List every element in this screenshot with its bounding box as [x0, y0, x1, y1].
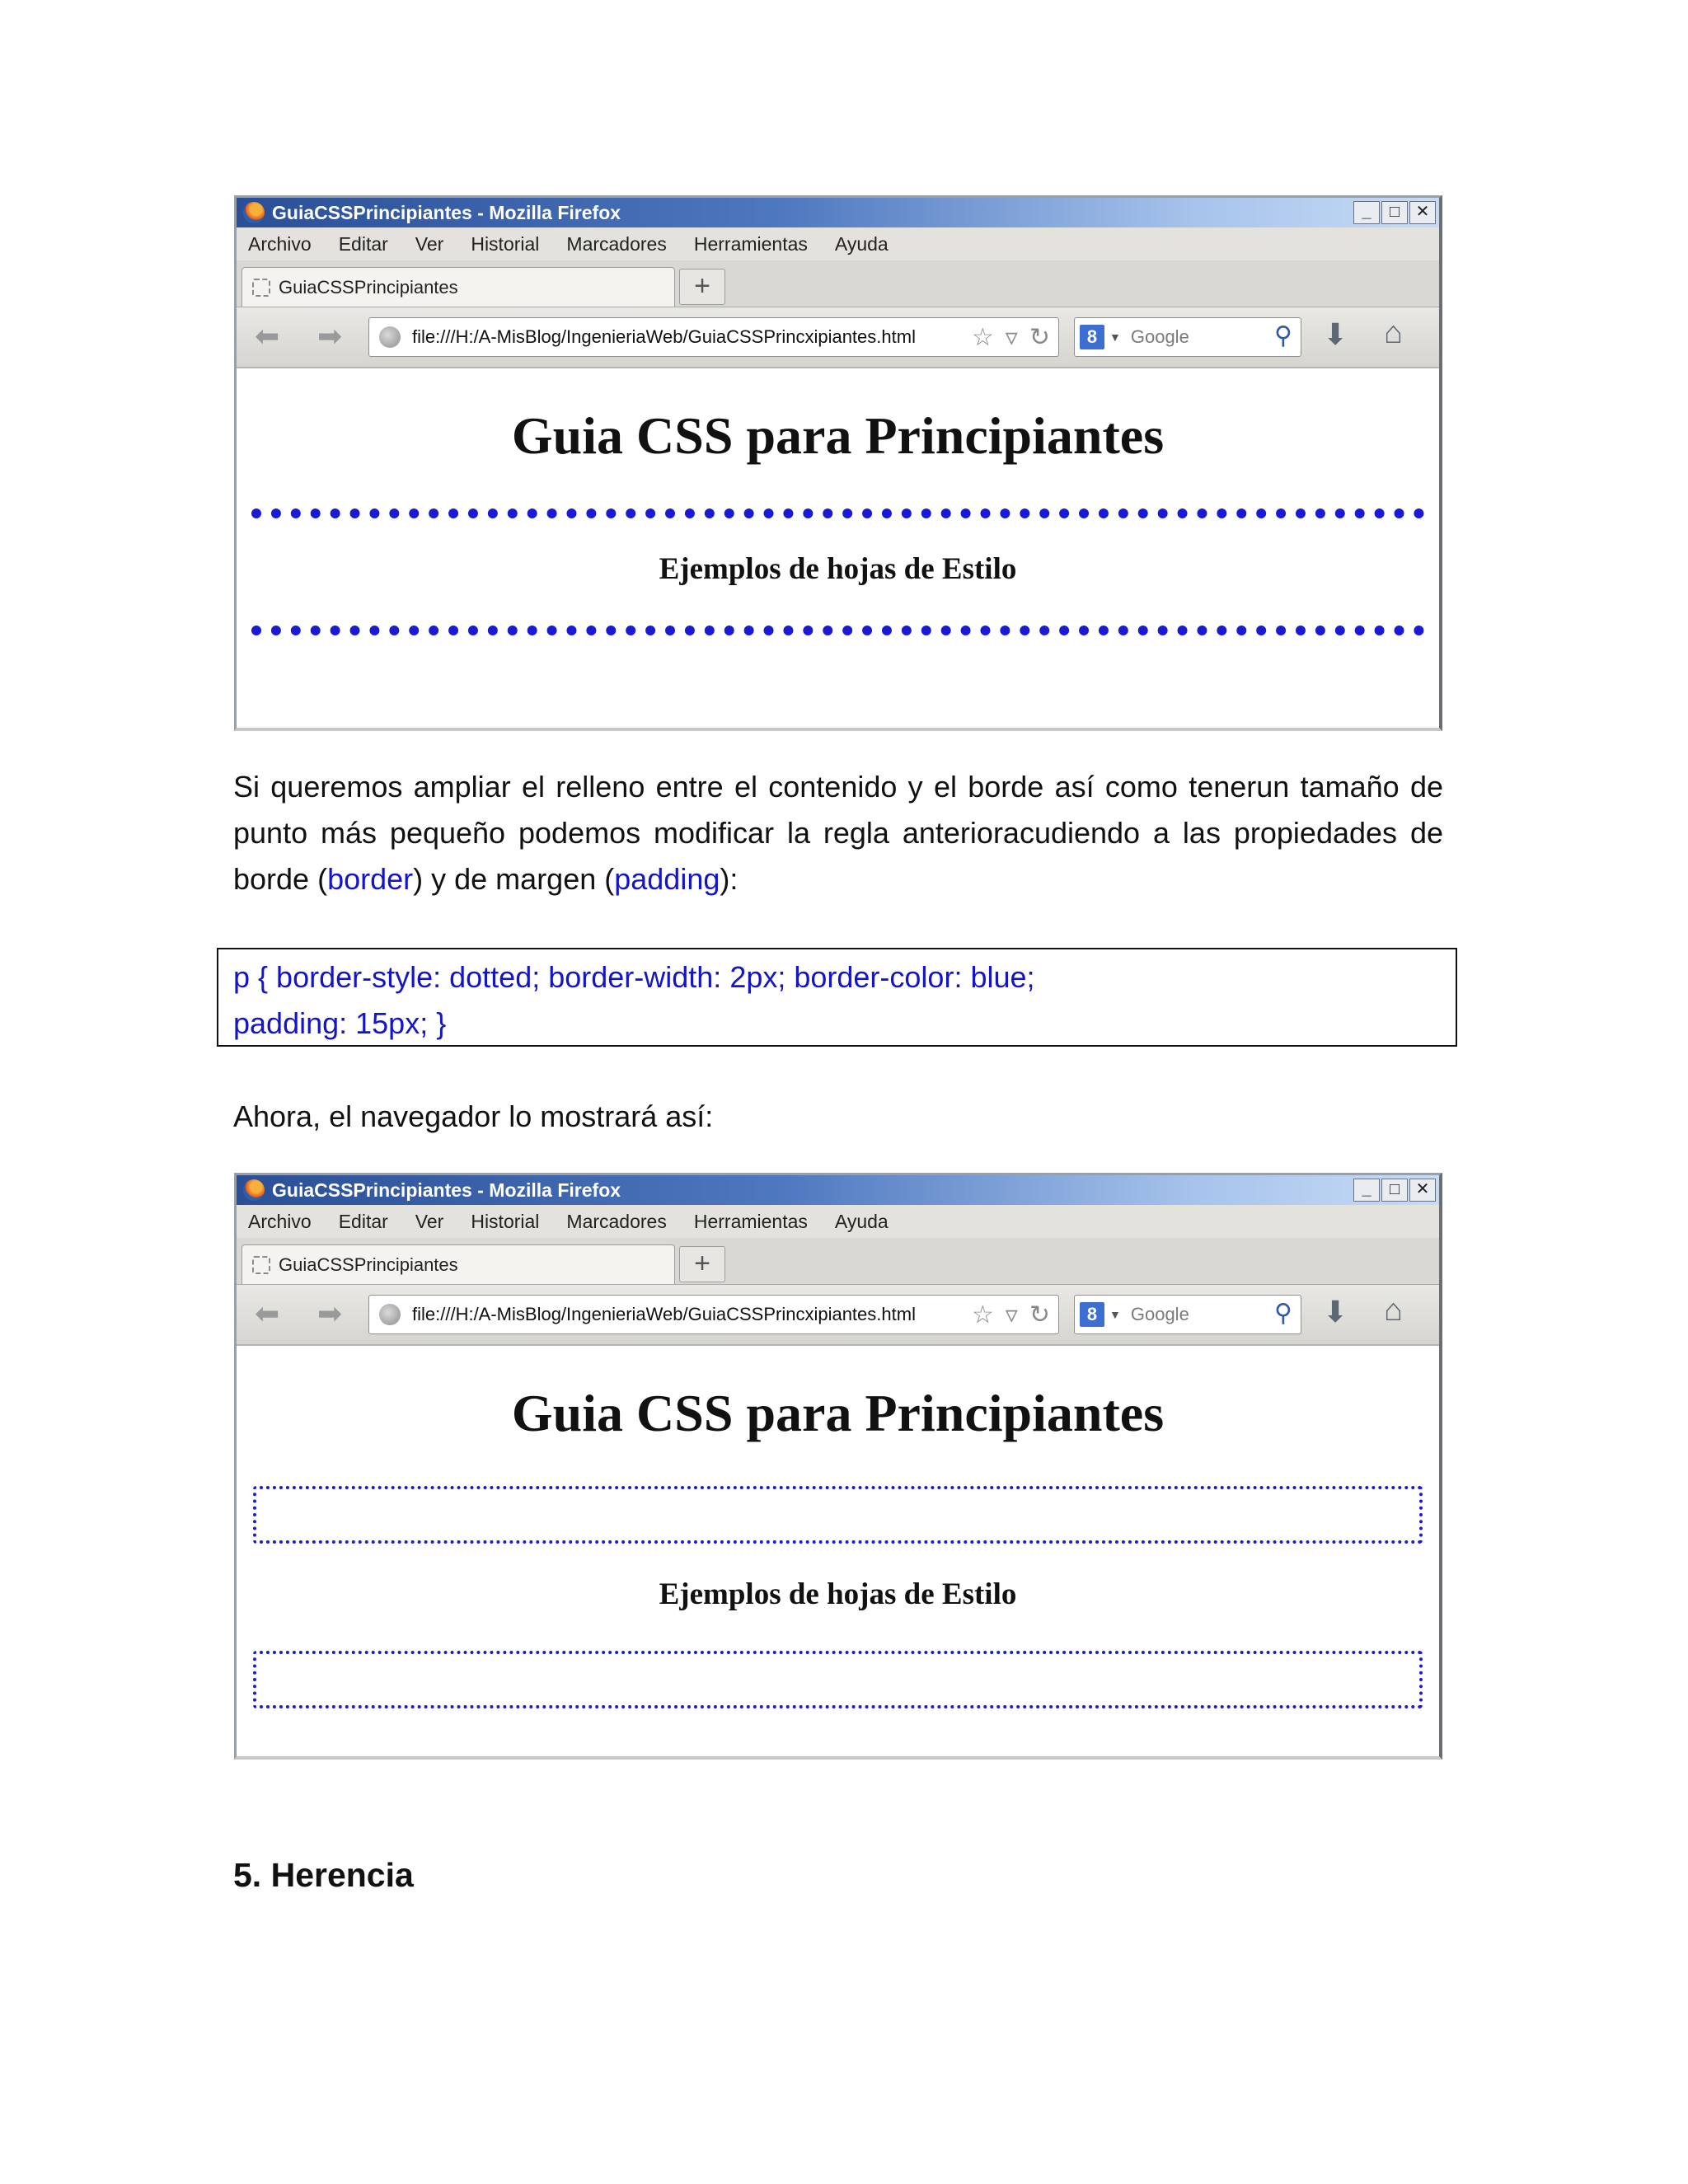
firefox-logo-icon	[243, 202, 265, 223]
rendered-subtitle: Ejemplos de hojas de Estilo	[659, 552, 1017, 586]
new-tab-button[interactable]: +	[679, 1246, 725, 1282]
menu-historial[interactable]: Historial	[471, 232, 540, 255]
forward-arrow-icon[interactable]: ➡	[317, 1296, 343, 1330]
download-icon[interactable]: ⬇	[1323, 1295, 1348, 1329]
rendered-subtitle: Ejemplos de hojas de Estilo	[659, 1577, 1017, 1611]
para1-text-a: Si queremos ampliar el relleno entre el contenido y el borde así como tenerun tamaño de punto más pequeño podemos modificar la regla anterioracudiendo a las propiedades de borde (	[233, 770, 1443, 896]
google-engine-icon[interactable]: 8	[1080, 325, 1104, 349]
menu-ver[interactable]: Ver	[415, 232, 444, 255]
para1-text-c: ):	[720, 862, 738, 896]
para1-text-b: ) y de margen (	[413, 862, 615, 896]
engine-caret-icon[interactable]: ▼	[1109, 330, 1121, 344]
dotted-padded-paragraph-top	[253, 1486, 1423, 1544]
page-favicon-icon	[252, 1256, 270, 1274]
menu-editar[interactable]: Editar	[338, 1210, 388, 1232]
menu-archivo[interactable]: Archivo	[248, 1210, 312, 1232]
section-heading: 5. Herencia	[233, 1856, 414, 1894]
menu-ver[interactable]: Ver	[415, 1210, 444, 1232]
keyword-padding: padding	[614, 862, 720, 896]
window-title: GuiaCSSPrincipiantes - Mozilla Firefox	[272, 1179, 621, 1201]
window-titlebar	[237, 198, 1439, 227]
close-button[interactable]: ✕	[1409, 1179, 1436, 1202]
dropdown-arrow-icon[interactable]: ▿	[1005, 1301, 1018, 1329]
menu-archivo[interactable]: Archivo	[248, 232, 312, 255]
tab-label: GuiaCSSPrincipiantes	[279, 276, 458, 298]
page-viewport	[237, 368, 1439, 715]
new-tab-button[interactable]: +	[679, 269, 725, 305]
tab-strip	[237, 1238, 1439, 1285]
menu-bar	[237, 227, 1439, 260]
maximize-button[interactable]: □	[1381, 1179, 1408, 1202]
search-bar[interactable]	[1074, 1295, 1301, 1334]
minimize-button[interactable]: _	[1353, 201, 1380, 224]
search-placeholder: Google	[1130, 326, 1189, 347]
page-viewport	[237, 1346, 1439, 1741]
window-controls	[1353, 201, 1436, 224]
forward-arrow-icon[interactable]: ➡	[317, 319, 343, 353]
reload-icon[interactable]: ↻	[1029, 324, 1050, 351]
close-button[interactable]: ✕	[1409, 201, 1436, 224]
menu-bar	[237, 1205, 1439, 1238]
window-title: GuiaCSSPrincipiantes - Mozilla Firefox	[272, 201, 621, 223]
code-line-1: p { border-style: dotted; border-width: 2px; border-color: blue;	[233, 960, 1035, 994]
tab-strip	[237, 260, 1439, 307]
globe-icon	[379, 1304, 401, 1325]
page-favicon-icon	[252, 279, 270, 297]
navigation-toolbar	[237, 1285, 1439, 1346]
search-icon[interactable]: ⚲	[1274, 322, 1292, 349]
search-bar[interactable]	[1074, 317, 1301, 357]
dotted-paragraph-border-bottom	[251, 626, 1424, 635]
rendered-title: Guia CSS para Principiantes	[511, 1384, 1165, 1442]
engine-caret-icon[interactable]: ▼	[1109, 1308, 1121, 1321]
menu-herramientas[interactable]: Herramientas	[693, 1210, 808, 1232]
globe-icon	[379, 326, 401, 348]
menu-ayuda[interactable]: Ayuda	[834, 1210, 889, 1232]
url-bar[interactable]	[368, 317, 1059, 357]
browser-screenshot-2	[234, 1173, 1442, 1760]
url-text: file:///H:/A-MisBlog/IngenieriaWeb/GuiaCSSPrincxipiantes.html	[412, 1304, 916, 1324]
home-icon[interactable]: ⌂	[1384, 316, 1403, 350]
paragraph-2: Ahora, el navegador lo mostrará así:	[233, 1099, 714, 1133]
back-arrow-icon[interactable]: ⬅	[255, 319, 280, 353]
window-titlebar	[237, 1175, 1439, 1205]
code-line-2: padding: 15px; }	[233, 1006, 447, 1040]
menu-editar[interactable]: Editar	[338, 232, 388, 255]
window-controls	[1353, 1179, 1436, 1202]
keyword-border: border	[327, 862, 414, 896]
menu-ayuda[interactable]: Ayuda	[834, 232, 889, 255]
tab-guiacss[interactable]	[241, 267, 675, 307]
download-icon[interactable]: ⬇	[1323, 317, 1348, 351]
menu-herramientas[interactable]: Herramientas	[693, 232, 808, 255]
menu-marcadores[interactable]: Marcadores	[566, 1210, 667, 1232]
home-icon[interactable]: ⌂	[1384, 1293, 1403, 1328]
rendered-title: Guia CSS para Principiantes	[511, 406, 1165, 465]
bookmark-star-icon[interactable]: ☆	[971, 1301, 994, 1329]
tab-label: GuiaCSSPrincipiantes	[279, 1254, 458, 1275]
search-icon[interactable]: ⚲	[1274, 1300, 1292, 1327]
dropdown-arrow-icon[interactable]: ▿	[1005, 324, 1018, 351]
url-bar[interactable]	[368, 1295, 1059, 1334]
browser-screenshot-1	[234, 195, 1442, 731]
menu-historial[interactable]: Historial	[471, 1210, 540, 1232]
minimize-button[interactable]: _	[1353, 1179, 1380, 1202]
navigation-toolbar	[237, 307, 1439, 368]
paragraph-1	[233, 764, 1443, 902]
back-arrow-icon[interactable]: ⬅	[255, 1296, 280, 1330]
google-engine-icon[interactable]: 8	[1080, 1302, 1104, 1327]
firefox-logo-icon	[243, 1179, 265, 1201]
search-placeholder: Google	[1130, 1304, 1189, 1324]
dotted-paragraph-border-top	[251, 509, 1424, 518]
dotted-padded-paragraph-bottom	[253, 1651, 1423, 1708]
menu-marcadores[interactable]: Marcadores	[566, 232, 667, 255]
maximize-button[interactable]: □	[1381, 201, 1408, 224]
url-text: file:///H:/A-MisBlog/IngenieriaWeb/GuiaCSSPrincxipiantes.html	[412, 326, 916, 347]
reload-icon[interactable]: ↻	[1029, 1301, 1050, 1329]
css-code-box	[217, 948, 1457, 1047]
tab-guiacss[interactable]	[241, 1244, 675, 1284]
bookmark-star-icon[interactable]: ☆	[971, 324, 994, 351]
